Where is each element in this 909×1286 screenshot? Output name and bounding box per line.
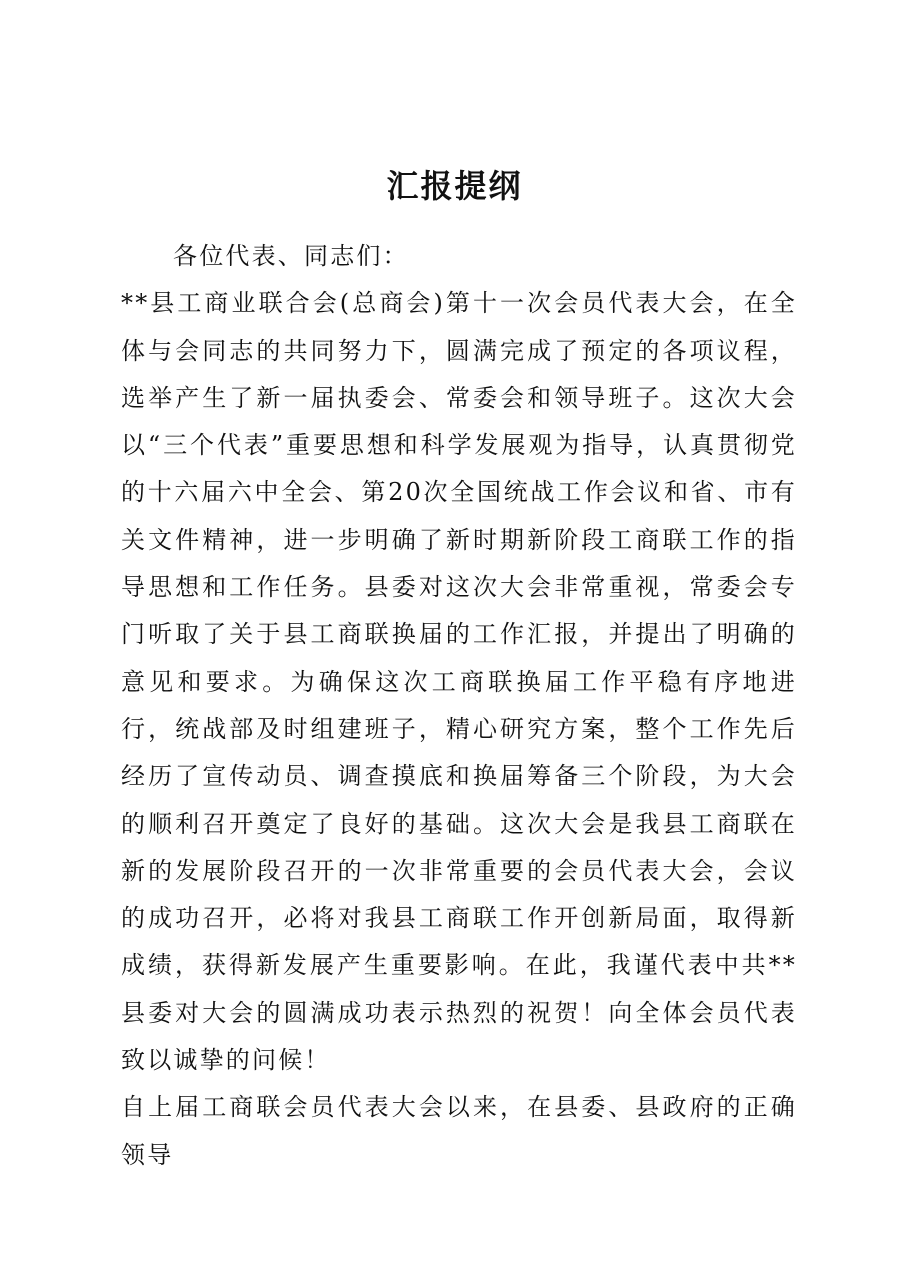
- document-title: 汇报提纲: [386, 167, 523, 205]
- salutation-paragraph: 各位代表、同志们：: [173, 242, 409, 270]
- body-paragraph-1: **县工商业联合会(总商会)第十一次会员代表大会，在全体与会同志的共同努力下，圆满完成了预定的各项议程，选举产生了新一届执委会、常委会和领导班子。这次大会以“三个代表”重要思想和科学发展观为指导，认真贯彻党的十六届六中全会、第20次全国统战工作会议和省、市有关文件精神，进一步明确了新时期新阶段工商联工作的指导思想和工作任务。县委对这次大会非常重视，常委会专门听取了关于县工商联换届的工作汇报，并提出了明确的意见和要求。为确保这次工商联换届工作平稳有序地进行，统战部及时组建班子，精心研究方案，整个工作先后经历了宣传动员、调查摸底和换届筹备三个阶段，为大会的顺利召开奠定了良好的基础。这次大会是我县工商联在新的发展阶段召开的一次非常重要的会员代表大会，会议的成功召开，必将对我县工商联工作开创新局面，取得新成绩，获得新发展产生重要影响。在此，我谨代表中共**县委对大会的圆满成功表示热烈的祝贺！向全体会员代表致以诚挚的问候！: [121, 289, 797, 1075]
- body-paragraph-2: 自上届工商联会员代表大会以来，在县委、县政府的正确领导: [121, 1093, 797, 1169]
- document-body: [121, 233, 797, 1179]
